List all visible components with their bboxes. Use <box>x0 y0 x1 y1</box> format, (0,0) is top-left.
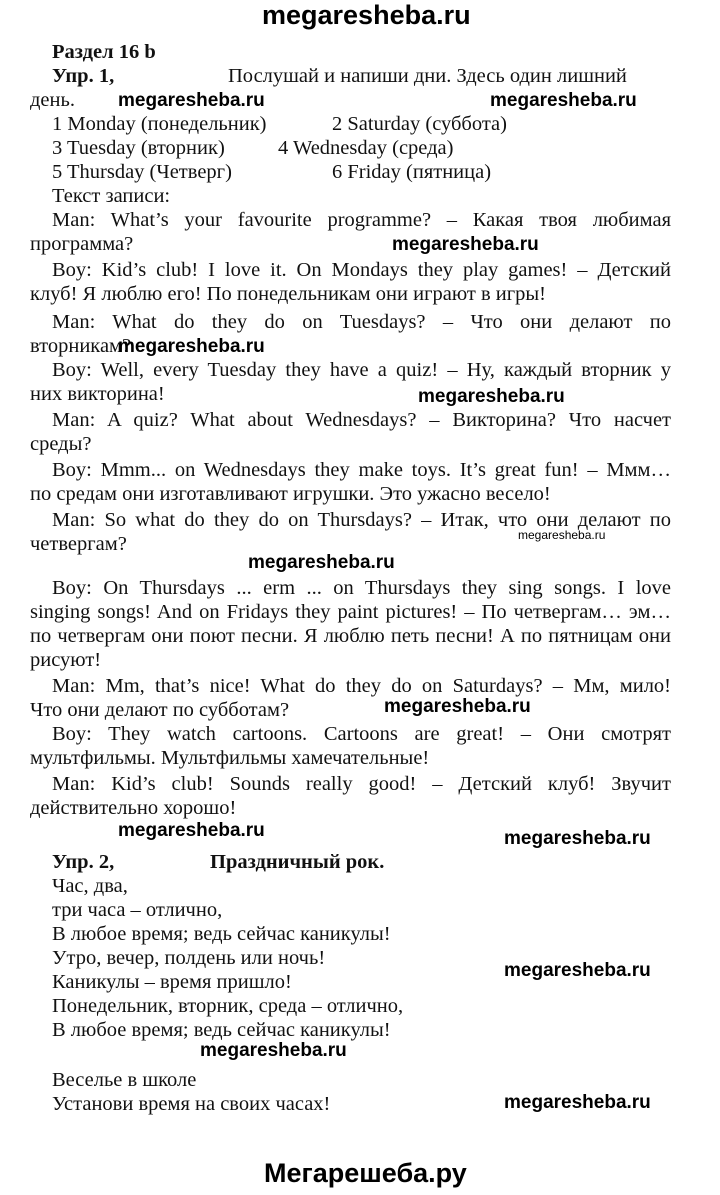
exercise-2-label: Упр. 2, <box>52 851 115 873</box>
poem-line: Понедельник, вторник, среда – отлично, <box>52 995 404 1017</box>
poem-line: Час, два, <box>52 875 128 897</box>
watermark: megaresheba.ru <box>118 820 265 841</box>
transcript-line: Boy: On Thursdays ... erm ... on Thursdays they sing songs. I love <box>52 577 671 599</box>
answer-item: 4 Wednesday (среда) <box>278 137 454 159</box>
watermark: megaresheba.ru <box>118 90 265 111</box>
section-title: Раздел 16 b <box>52 41 156 63</box>
transcript-line: по четвергам они поют песни. Я люблю петь песни! А по пятницам они <box>30 625 671 647</box>
watermark: megaresheba.ru <box>490 90 637 111</box>
transcript-line: Boy: They watch cartoons. Cartoons are great! – Они смотрят <box>52 723 671 745</box>
transcript-line: Man: A quiz? What about Wednesdays? – Викторина? Что насчет <box>52 409 671 431</box>
transcript-line: Boy: Kid’s club! I love it. On Mondays they play games! – Детский <box>52 259 671 281</box>
transcript-line: Boy: Well, every Tuesday they have a quiz! – Ну, каждый вторник у <box>52 359 671 381</box>
transcript-line: Man: What’s your favourite programme? – Какая твоя любимая <box>52 209 671 231</box>
answer-item: 2 Saturday (суббота) <box>332 113 507 135</box>
watermark: megaresheba.ru <box>504 1092 651 1113</box>
transcript-line: клуб! Я люблю его! По понедельникам они играют в игры! <box>30 283 546 305</box>
watermark: megaresheba.ru <box>418 386 565 407</box>
transcript-line: программа? <box>30 233 134 255</box>
watermark: megaresheba.ru <box>248 552 395 573</box>
footer-watermark: Мегарешеба.ру <box>264 1158 467 1188</box>
transcript-line: Man: Mm, that’s nice! What do they do on Saturdays? – Мм, мило! <box>52 675 671 697</box>
transcript-line: рисуют! <box>30 649 102 671</box>
poem-line: три часа – отлично, <box>52 899 223 921</box>
transcript-line: по средам они изготавливают игрушки. Это ужасно весело! <box>30 483 551 505</box>
transcript-line: Man: Kid’s club! Sounds really good! – Детский клуб! Звучит <box>52 773 671 795</box>
watermark: megaresheba.ru <box>392 234 539 255</box>
transcript-line: среды? <box>30 433 92 455</box>
exercise-2-title: Праздничный рок. <box>210 851 385 873</box>
transcript-line: Что они делают по субботам? <box>30 699 290 721</box>
transcript-line: singing songs! And on Fridays they paint pictures! – По четвергам… эм… <box>30 601 671 623</box>
transcript-line: Man: So what do they do on Thursdays? – Итак, что они делают по <box>52 509 671 531</box>
exercise-1-task-cont: день. <box>30 89 75 111</box>
watermark: megaresheba.ru <box>384 696 531 717</box>
poem-line: В любое время; ведь сейчас каникулы! <box>52 923 391 945</box>
answer-item: 3 Tuesday (вторник) <box>52 137 225 159</box>
answer-item: 6 Friday (пятница) <box>332 161 492 183</box>
poem-line: Утро, вечер, полдень или ночь! <box>52 947 326 969</box>
poem-line: Установи время на своих часах! <box>52 1093 331 1115</box>
transcript-line: Boy: Mmm... on Wednesdays they make toys. It’s great fun! – Ммм… <box>52 459 671 481</box>
transcript-label: Текст записи: <box>52 185 171 207</box>
answer-item: 1 Monday (понедельник) <box>52 113 267 135</box>
poem-line: Веселье в школе <box>52 1069 197 1091</box>
answer-item: 5 Thursday (Четверг) <box>52 161 232 183</box>
poem-line: Каникулы – время пришло! <box>52 971 292 993</box>
transcript-line: действительно хорошо! <box>30 797 237 819</box>
watermark: megaresheba.ru <box>118 336 265 357</box>
transcript-line: них викторина! <box>30 383 165 405</box>
header-watermark: megaresheba.ru <box>262 0 471 30</box>
transcript-line: четвергам? <box>30 533 127 555</box>
transcript-line: вторникам? <box>30 335 132 357</box>
transcript-line: мультфильмы. Мультфильмы хамечательные! <box>30 747 430 769</box>
exercise-1-task: Послушай и напиши дни. Здесь один лишний <box>228 65 627 87</box>
exercise-1-label: Упр. 1, <box>52 65 115 87</box>
transcript-line: Man: What do they do on Tuesdays? – Что они делают по <box>52 311 671 333</box>
poem-line: В любое время; ведь сейчас каникулы! <box>52 1019 391 1041</box>
watermark: megaresheba.ru <box>200 1040 347 1061</box>
watermark: megaresheba.ru <box>504 960 651 981</box>
watermark-small: megaresheba.ru <box>518 528 606 542</box>
watermark: megaresheba.ru <box>504 828 651 849</box>
